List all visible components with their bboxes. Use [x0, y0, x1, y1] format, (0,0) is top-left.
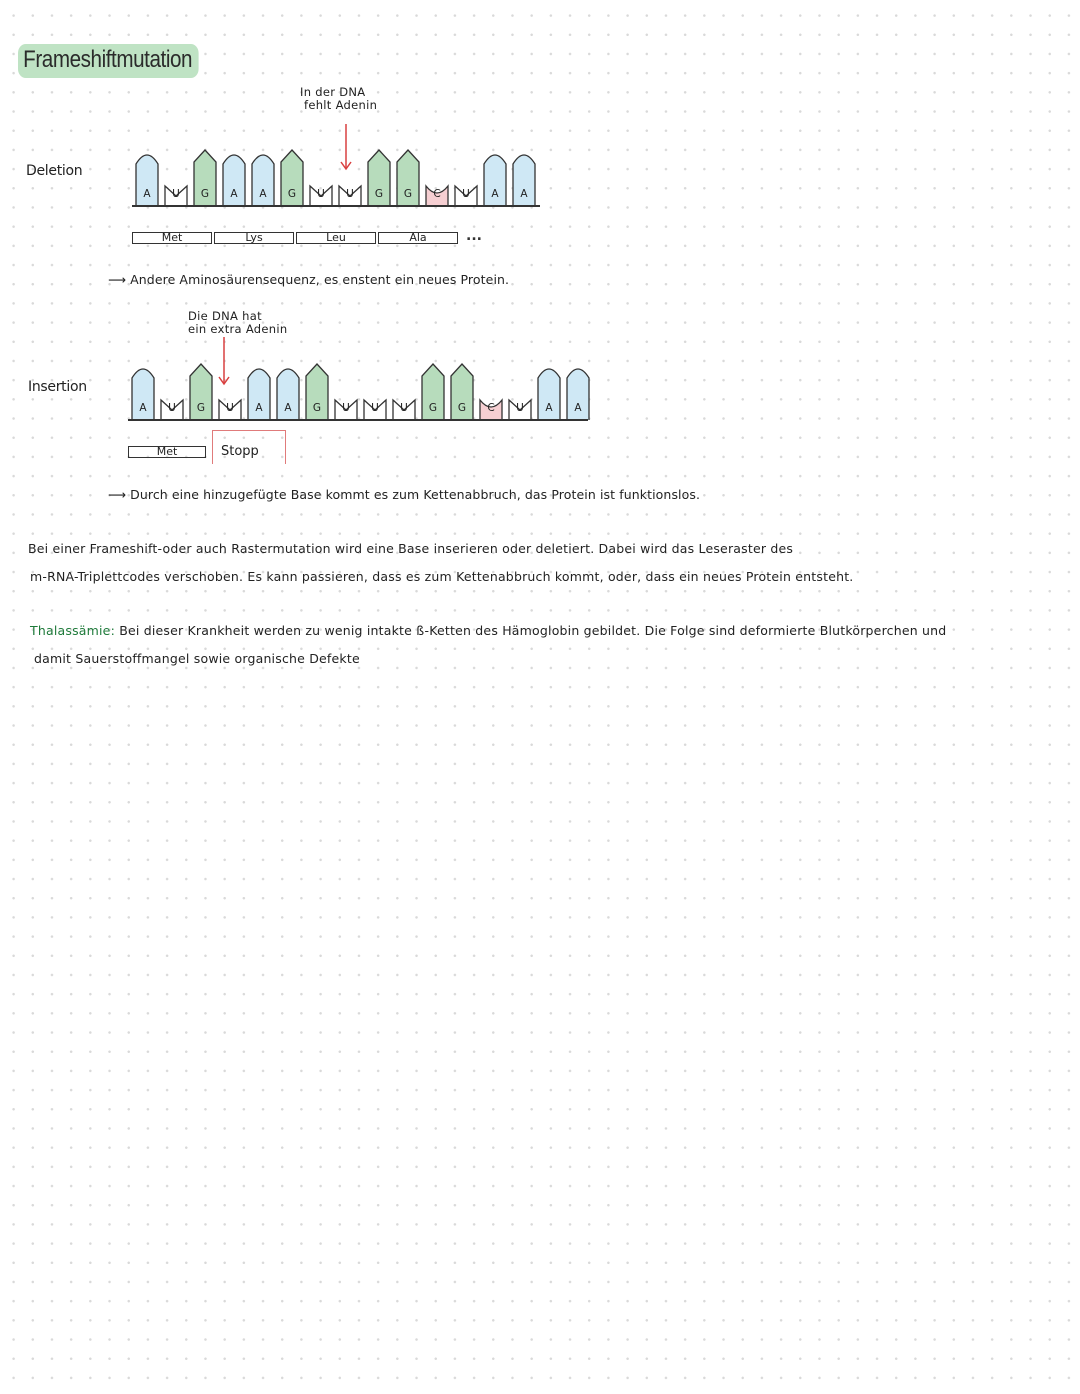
deletion-note-line-2: fehlt Adenin: [304, 98, 378, 112]
insertion-base-label-1: U: [168, 402, 176, 414]
deletion-amino-acid-chain: [132, 232, 462, 246]
explanation-line-1: Bei einer Frameshift-oder auch Rastermutation wird eine Base inserieren oder deletiert. Dabei wird das Leseraster des: [28, 541, 794, 556]
deletion-label: Deletion: [26, 163, 83, 179]
deletion-base-label-0: A: [143, 188, 151, 200]
deletion-base-label-9: G: [403, 188, 413, 200]
insertion-result-text: Durch eine hinzugefügte Base kommt es zum Kettenabbruch, das Protein ist funktionslos.: [130, 487, 701, 502]
deletion-note: [300, 86, 377, 112]
result-arrow-icon: ⟶: [108, 272, 127, 287]
insertion-base-label-2: G: [196, 402, 206, 414]
deletion-strand-baseline: [132, 205, 540, 207]
deletion-base-label-8: G: [374, 188, 384, 200]
insertion-base-label-12: C: [487, 402, 495, 414]
insertion-base-label-5: A: [284, 402, 292, 414]
deletion-base-label-11: U: [462, 188, 470, 200]
deletion-ellipsis: ...: [466, 228, 482, 244]
deletion-base-label-3: A: [230, 188, 238, 200]
deletion-amino-acid-ala: Ala: [378, 232, 458, 244]
deletion-base-label-6: U: [317, 188, 325, 200]
insertion-base-label-10: G: [428, 402, 438, 414]
insertion-amino-acid-met: Met: [128, 446, 206, 458]
deletion-base-label-5: G: [287, 188, 297, 200]
insertion-base-label-11: G: [457, 402, 467, 414]
deletion-mrna-strand: [134, 146, 544, 206]
thalassaemia-line-2: damit Sauerstoffmangel sowie organische Defekte: [34, 651, 360, 666]
insertion-note-line-1: Die DNA hat: [188, 309, 262, 323]
thalassaemia-term: Thalassämie:: [30, 623, 115, 638]
deletion-amino-acid-lys: Lys: [214, 232, 294, 244]
result-arrow-icon: ⟶: [108, 487, 127, 502]
insertion-base-label-13: U: [516, 402, 524, 414]
insertion-result: [108, 487, 700, 502]
deletion-base-label-1: U: [172, 188, 180, 200]
thalassaemia-line-1: [30, 623, 946, 638]
insertion-base-label-8: U: [371, 402, 379, 414]
stop-codon-box: Stopp: [212, 430, 286, 464]
deletion-base-label-4: A: [259, 188, 267, 200]
insertion-base-label-4: A: [255, 402, 263, 414]
page-title: Frameshiftmutation: [18, 44, 199, 78]
thalassaemia-definition: Bei dieser Krankheit werden zu wenig intakte ß-Ketten des Hämoglobin gebildet. Die Folge sind deformierte Blutkörperchen und: [119, 623, 947, 638]
deletion-amino-acid-leu: Leu: [296, 232, 376, 244]
deletion-base-label-7: U: [346, 188, 354, 200]
insertion-note-line-2: ein extra Adenin: [188, 322, 288, 336]
insertion-label: Insertion: [28, 379, 87, 395]
deletion-base-label-12: A: [491, 188, 499, 200]
deletion-base-label-10: C: [433, 188, 441, 200]
insertion-strand-baseline: [128, 419, 588, 421]
deletion-result-text: Andere Aminosäurensequenz, es enstent ein neues Protein.: [130, 272, 510, 287]
deletion-base-label-2: G: [200, 188, 210, 200]
deletion-note-line-1: In der DNA: [300, 85, 366, 99]
insertion-amino-acid-chain: [128, 446, 208, 460]
insertion-base-label-9: U: [400, 402, 408, 414]
insertion-base-label-6: G: [312, 402, 322, 414]
insertion-base-label-15: A: [574, 402, 582, 414]
deletion-base-label-13: A: [520, 188, 528, 200]
insertion-mrna-strand: [130, 360, 590, 420]
insertion-base-label-14: A: [545, 402, 553, 414]
deletion-amino-acid-met: Met: [132, 232, 212, 244]
insertion-base-label-7: U: [342, 402, 350, 414]
insertion-note: [188, 310, 287, 336]
insertion-base-label-3: U: [226, 402, 234, 414]
deletion-result: [108, 272, 509, 287]
insertion-base-label-0: A: [139, 402, 147, 414]
explanation-line-2: m-RNA-Triplettcodes verschoben. Es kann passieren, dass es zum Kettenabbruch kommt, oder, dass ein neues Protein entsteht.: [30, 569, 854, 584]
